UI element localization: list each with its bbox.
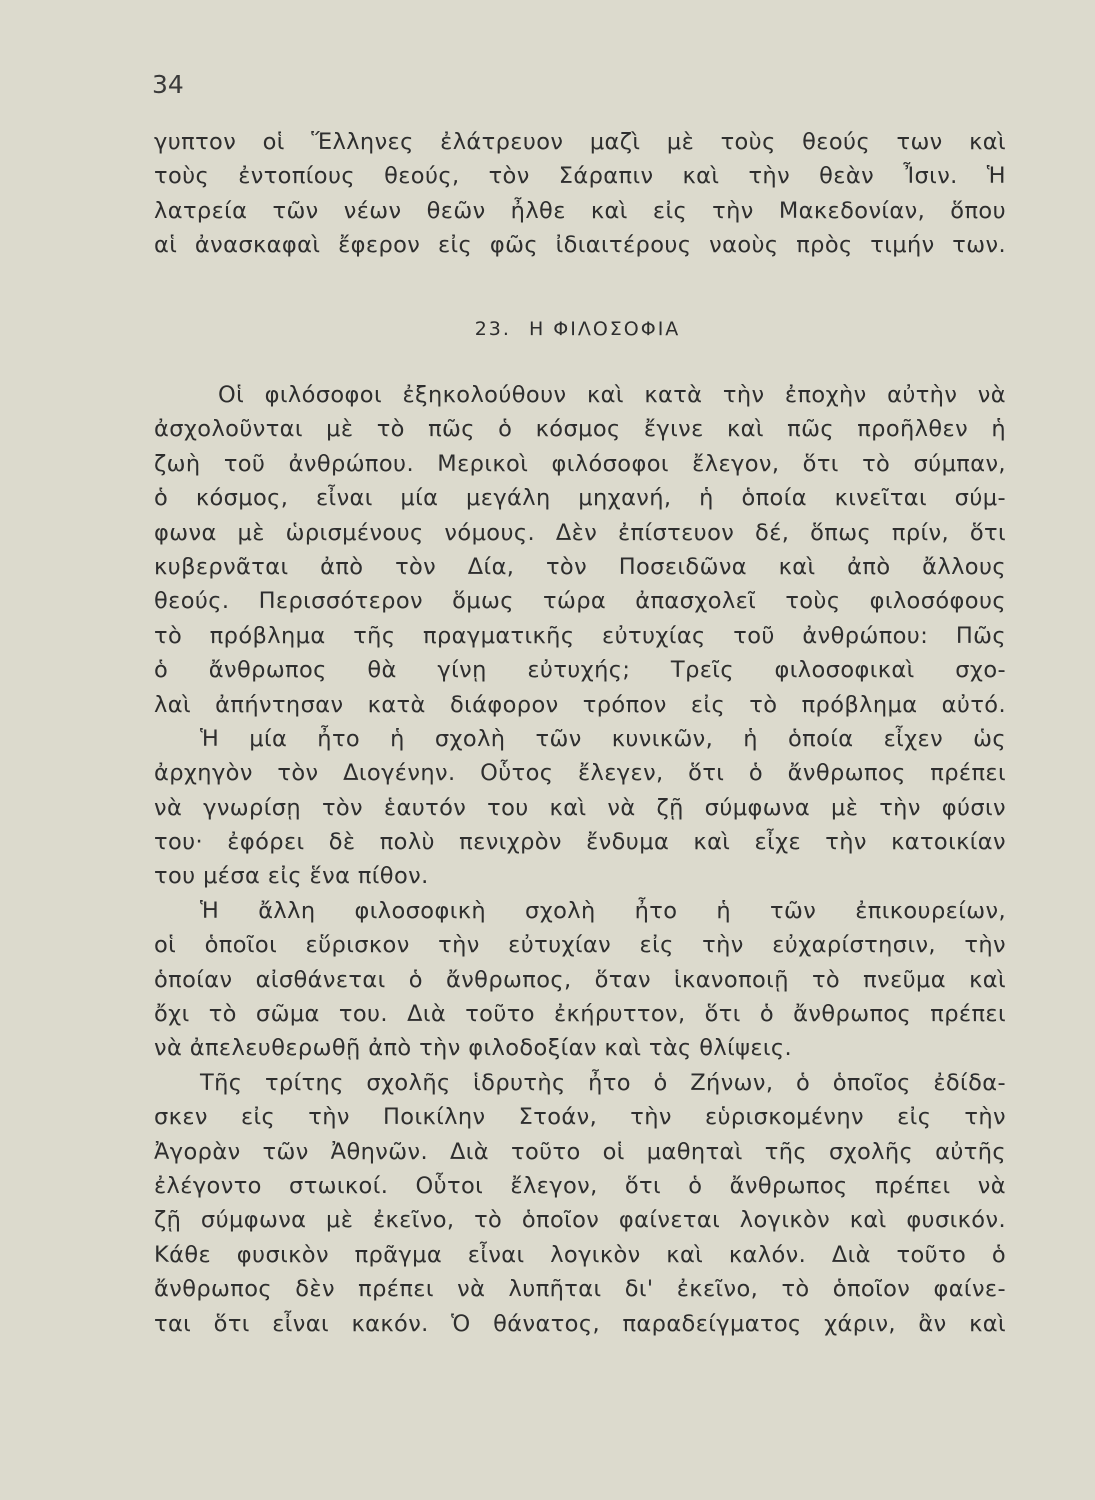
text-line: ζῇ σύμφωνα μὲ ἐκεῖνο, τὸ ὁποῖον φαίνεται λογικὸν καὶ φυσικόν. <box>154 1207 1006 1234</box>
section-heading <box>0 318 1095 340</box>
text-line: θεούς. Περισσότερον ὅμως τώρα ἀπασχολεῖ τοὺς φιλοσόφους <box>154 588 1006 615</box>
text-line: σκεν εἰς τὴν Ποικίλην Στοάν, τὴν εὑρισκομένην εἰς τὴν <box>154 1104 1006 1131</box>
text-line: Ἡ ἄλλη φιλοσοφικὴ σχολὴ ἦτο ἡ τῶν ἐπικουρείων, <box>200 897 1006 924</box>
text-line: του μέσα εἰς ἕνα πίθον. <box>154 863 429 890</box>
text-line: ὄχι τὸ σῶμα του. Διὰ τοῦτο ἐκήρυττον, ὅτι ὁ ἄνθρωπος πρέπει <box>154 1001 1006 1028</box>
text-line: ὁ κόσμος, εἶναι μία μεγάλη μηχανή, ἡ ὁποία κινεῖται σύμ- <box>154 485 1006 512</box>
text-line: Ἀγορὰν τῶν Ἀθηνῶν. Διὰ τοῦτο οἱ μαθηταὶ τῆς σχολῆς αὐτῆς <box>154 1138 1006 1165</box>
text-line: αἱ ἀνασκαφαὶ ἔφερον εἰς φῶς ἰδιαιτέρους ναοὺς πρὸς τιμήν των. <box>154 232 1006 259</box>
section-title: Η ΦΙΛΟΣΟΦΙΑ <box>528 318 681 340</box>
text-line: ἄνθρωπος δὲν πρέπει νὰ λυπῆται δι' ἐκεῖνο, τὸ ὁποῖον φαίνε- <box>154 1276 1006 1303</box>
text-line: φωνα μὲ ὡρισμένους νόμους. Δὲν ἐπίστευον δέ, ὅπως πρίν, ὅτι <box>154 519 1006 546</box>
body-text <box>154 378 1006 1341</box>
text-line: ὁ ἄνθρωπος θὰ γίνῃ εὐτυχής; Τρεῖς φιλοσοφικαὶ σχο- <box>154 657 1006 684</box>
text-line: Οἱ φιλόσοφοι ἐξηκολούθουν καὶ κατὰ τὴν ἐποχὴν αὐτὴν νὰ <box>218 382 1006 408</box>
text-line: τὸ πρόβλημα τῆς πραγματικῆς εὐτυχίας τοῦ ἀνθρώπου: Πῶς <box>154 622 1006 649</box>
text-line: ἐλέγοντο στωικοί. Οὗτοι ἔλεγον, ὅτι ὁ ἄνθρωπος πρέπει νὰ <box>154 1172 1006 1199</box>
text-line: νὰ γνωρίσῃ τὸν ἑαυτόν του καὶ νὰ ζῇ σύμφωνα μὲ τὴν φύσιν <box>154 794 1006 821</box>
text-line: λατρεία τῶν νέων θεῶν ἦλθε καὶ εἰς τὴν Μακεδονίαν, ὅπου <box>154 197 1006 224</box>
text-line: κυβερνᾶται ἀπὸ τὸν Δία, τὸν Ποσειδῶνα καὶ ἀπὸ ἄλλους <box>154 553 1006 580</box>
text-line: ὁποίαν αἰσθάνεται ὁ ἄνθρωπος, ὅταν ἱκανοποιῇ τὸ πνεῦμα καὶ <box>154 966 1006 993</box>
text-line: Ἡ μία ἦτο ἡ σχολὴ τῶν κυνικῶν, ἡ ὁποία εἶχεν ὡς <box>200 725 1006 752</box>
text-line: ἀσχολοῦνται μὲ τὸ πῶς ὁ κόσμος ἔγινε καὶ πῶς προῆλθεν ἡ <box>154 416 1006 443</box>
text-line: τοὺς ἐντοπίους θεούς, τὸν Σάραπιν καὶ τὴν θεὰν Ἶσιν. Ἡ <box>154 163 1006 190</box>
text-line: νὰ ἀπελευθερωθῇ ἀπὸ τὴν φιλοδοξίαν καὶ τὰς θλίψεις. <box>154 1035 793 1062</box>
text-line: ται ὅτι εἶναι κακόν. Ὁ θάνατος, παραδείγματος χάριν, ἂν καὶ <box>154 1310 1006 1337</box>
text-line: Κάθε φυσικὸν πρᾶγμα εἶναι λογικὸν καὶ καλόν. Διὰ τοῦτο ὁ <box>154 1241 1006 1268</box>
text-line: ἀρχηγὸν τὸν Διογένην. Οὗτος ἔλεγεν, ὅτι ὁ ἄνθρωπος πρέπει <box>154 760 1006 787</box>
text-line: οἱ ὁποῖοι εὕρισκον τὴν εὐτυχίαν εἰς τὴν εὐχαρίστησιν, τὴν <box>154 932 1006 959</box>
section-number: 23. <box>474 318 511 340</box>
text-line: γυπτον οἱ Ἕλληνες ἐλάτρευον μαζὶ μὲ τοὺς θεούς των καὶ <box>154 129 1006 155</box>
text-line: του· ἐφόρει δὲ πολὺ πενιχρὸν ἔνδυμα καὶ εἶχε τὴν κατοικίαν <box>154 829 1006 856</box>
text-line: ζωὴ τοῦ ἀνθρώπου. Μερικοὶ φιλόσοφοι ἔλεγον, ὅτι τὸ σύμπαν, <box>154 450 1006 477</box>
text-line: Τῆς τρίτης σχολῆς ἱδρυτὴς ἦτο ὁ Ζήνων, ὁ ὁποῖος ἐδίδα- <box>200 1069 1006 1096</box>
text-line: λαὶ ἀπήντησαν κατὰ διάφορον τρόπον εἰς τὸ πρόβλημα αὐτό. <box>154 691 1006 718</box>
intro-paragraph <box>154 125 1006 263</box>
page-number: 34 <box>152 70 184 99</box>
